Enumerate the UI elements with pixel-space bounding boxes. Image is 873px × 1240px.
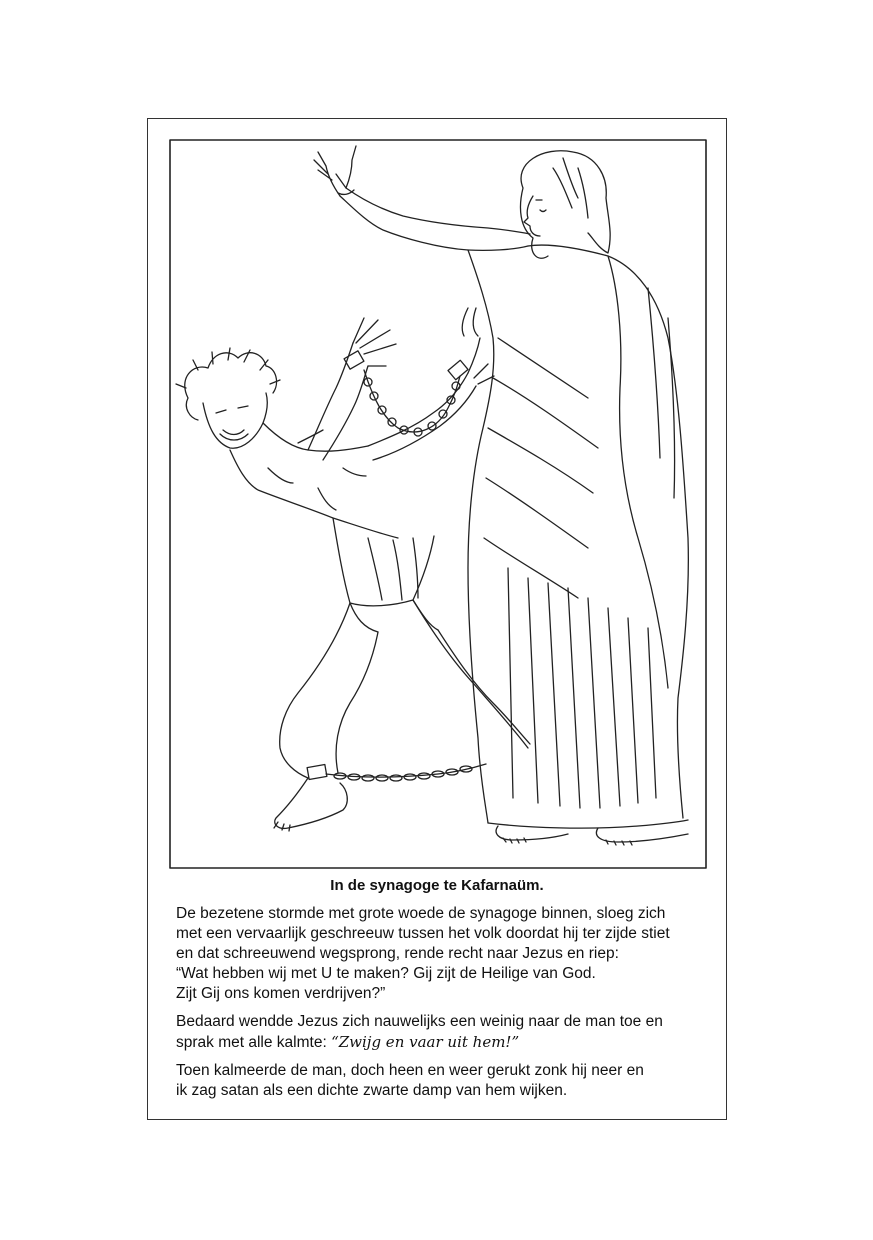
jesus-hem (488, 820, 688, 828)
man-foot (275, 778, 348, 828)
man-wrist-cuff-right (448, 360, 468, 379)
paragraph-3 (176, 1061, 716, 1101)
text-line: Toen kalmeerde de man, doch heen en weer gerukt zonk hij neer en (176, 1062, 644, 1079)
picture-border (170, 140, 706, 868)
ankle-chain-links (334, 766, 472, 781)
jesus-figure (314, 146, 688, 845)
caption-body (176, 904, 716, 1109)
possessed-man-figure (176, 318, 530, 831)
text-line: Zijt Gij ons komen verdrijven?” (176, 985, 386, 1002)
man-hand-left (353, 318, 396, 366)
man-wrist-chain (364, 370, 460, 432)
man-torso (230, 423, 398, 538)
jesus-raised-arm (340, 196, 528, 250)
text-line-with-quote (176, 1032, 716, 1053)
jesus-robe (528, 245, 688, 818)
text-line: “Wat hebben wij met U te maken? Gij zijt de Heilige van God. (176, 965, 596, 982)
man-arm-left (308, 343, 353, 450)
paragraph-2 (176, 1012, 716, 1053)
text-line: Bedaard wendde Jezus zich nauwelijks een weinig naar de man toe en (176, 1013, 663, 1030)
illustration (168, 138, 708, 870)
man-hair (185, 353, 277, 420)
jesus-hand (314, 146, 356, 196)
paragraph-1 (176, 904, 716, 1004)
illustration-drawing (168, 138, 708, 870)
man-leg-left (280, 603, 350, 778)
quote-prefix: sprak met alle kalmte: (176, 1034, 332, 1051)
man-hand-right (468, 338, 494, 384)
man-ankle-cuff (307, 765, 327, 780)
text-line: met een vervaarlijk geschreeuw tussen het volk doordat hij ter zijde stiet (176, 925, 670, 942)
chain-links (364, 378, 460, 436)
text-line: De bezetene stormde met grote woede de synagoge binnen, sloeg zich (176, 905, 666, 922)
caption-title: In de synagoge te Kafarnaüm. (330, 877, 544, 894)
jesus-quote: “Zwijg en vaar uit hem!” (331, 1033, 520, 1051)
text-line: ik zag satan als een dichte zwarte damp van hem wijken. (176, 1082, 568, 1099)
text-line: en dat schreeuwend wegsprong, rende recht naar Jezus en riep: (176, 945, 619, 962)
